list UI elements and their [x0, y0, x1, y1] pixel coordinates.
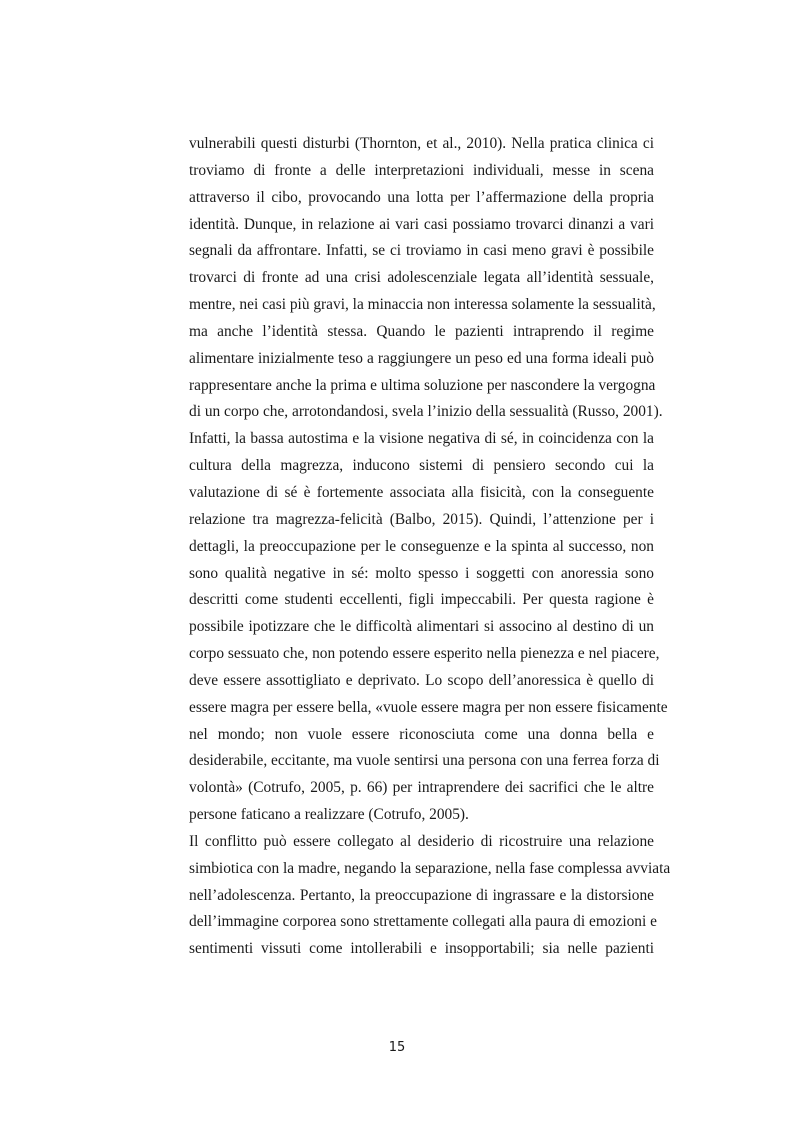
text-line: alimentare inizialmente teso a raggiungere un peso ed una forma ideali può — [189, 349, 654, 367]
text-line: simbiotica con la madre, negando la separazione, nella fase complessa avviata — [189, 859, 671, 877]
text-line: dell’immagine corporea sono strettamente collegati alla paura di emozioni e — [189, 913, 657, 931]
text-line: sono qualità negative in sé: molto spesso i soggetti con anoressia sono — [189, 564, 654, 582]
text-line: relazione tra magrezza-felicità (Balbo, 2015). Quindi, l’attenzione per i — [189, 510, 654, 528]
text-line: Il conflitto può essere collegato al desiderio di ricostruire una relazione — [189, 832, 654, 850]
text-line: desiderabile, eccitante, ma vuole sentirsi una persona con una ferrea forza di — [189, 752, 660, 770]
text-line: volontà» (Cotrufo, 2005, p. 66) per intraprendere dei sacrifici che le altre — [189, 779, 654, 797]
text-line: ma anche l’identità stessa. Quando le pazienti intraprendo il regime — [189, 322, 654, 340]
text-line: deve essere assottigliato e deprivato. Lo scopo dell’anoressica è quello di — [189, 671, 654, 689]
text-line: cultura della magrezza, inducono sistemi di pensiero secondo cui la — [189, 457, 654, 475]
text-line: rappresentare anche la prima e ultima soluzione per nascondere la vergogna — [189, 376, 656, 394]
text-line: nell’adolescenza. Pertanto, la preoccupazione di ingrassare e la distorsione — [189, 886, 654, 904]
text-line: Infatti, la bassa autostima e la visione negativa di sé, in coincidenza con la — [189, 430, 654, 448]
text-line: mentre, nei casi più gravi, la minaccia non interessa solamente la sessualità, — [189, 296, 656, 314]
text-line: segnali da affrontare. Infatti, se ci troviamo in casi meno gravi è possibile — [189, 242, 654, 260]
text-line: persone faticano a realizzare (Cotrufo, 2005). — [189, 806, 469, 824]
text-line: sentimenti vissuti come intollerabili e insopportabili; sia nelle pazienti — [189, 940, 654, 958]
text-line: dettagli, la preoccupazione per le conseguenze e la spinta al successo, non — [189, 537, 654, 555]
text-line: attraverso il cibo, provocando una lotta per l’affermazione della propria — [189, 188, 654, 206]
text-line: possibile ipotizzare che le difficoltà alimentari si associno al destino di un — [189, 618, 654, 636]
text-line: valutazione di sé è fortemente associata alla fisicità, con la conseguente — [189, 483, 654, 501]
text-line: essere magra per essere bella, «vuole essere magra per non essere fisicamente — [189, 698, 668, 716]
text-line: troviamo di fronte a delle interpretazioni individuali, messe in scena — [189, 161, 654, 179]
page-number: 15 — [388, 1040, 406, 1055]
text-line: nel mondo; non vuole essere riconosciuta come una donna bella e — [189, 725, 654, 743]
text-line: identità. Dunque, in relazione ai vari casi possiamo trovarci dinanzi a vari — [189, 215, 654, 233]
text-line: vulnerabili questi disturbi (Thornton, et al., 2010). Nella pratica clinica ci — [189, 135, 654, 152]
text-line: descritti come studenti eccellenti, figli impeccabili. Per questa ragione è — [189, 591, 654, 609]
body-text — [189, 131, 671, 963]
text-line: trovarci di fronte ad una crisi adolescenziale legata all’identità sessuale, — [189, 269, 654, 287]
text-line: corpo sessuato che, non potendo essere esperito nella pienezza e nel piacere, — [189, 645, 660, 663]
text-line: di un corpo che, arrotondandosi, svela l’inizio della sessualità (Russo, 2001). — [189, 403, 663, 421]
